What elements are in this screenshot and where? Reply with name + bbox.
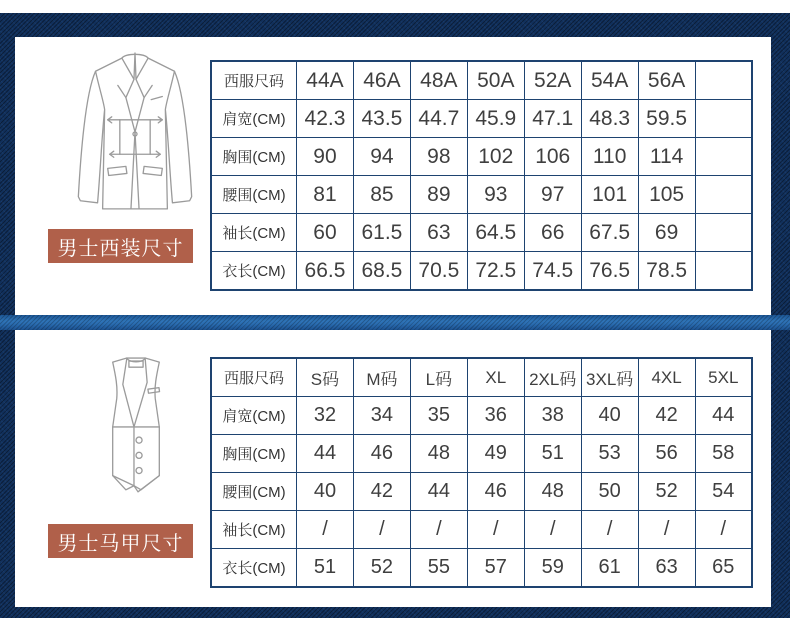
suit-jacket-icon	[57, 49, 213, 221]
size-value-cell: 66.5	[297, 252, 354, 291]
table-row	[211, 473, 752, 511]
size-value-cell: 43.5	[353, 100, 410, 138]
size-value-cell: 72.5	[467, 252, 524, 291]
size-value-cell: 68.5	[353, 252, 410, 291]
size-value-cell: /	[581, 511, 638, 549]
size-value-cell: 59.5	[638, 100, 695, 138]
size-value-cell: 51	[297, 549, 354, 588]
size-value-cell: /	[695, 511, 752, 549]
size-value-cell: 106	[524, 138, 581, 176]
size-value-cell: 50	[581, 473, 638, 511]
vest-section-label: 男士马甲尺寸	[48, 524, 193, 558]
size-value-cell: /	[353, 511, 410, 549]
size-value-cell: 38	[524, 397, 581, 435]
size-value-cell: 54	[695, 473, 752, 511]
size-value-cell: 64.5	[467, 214, 524, 252]
size-value-cell: 85	[353, 176, 410, 214]
measurement-label-cell: 肩宽(CM)	[211, 397, 297, 435]
size-header-cell: M码	[353, 358, 410, 397]
table-row	[211, 252, 752, 291]
size-value-cell: 52	[353, 549, 410, 588]
measurement-label-cell: 衣长(CM)	[211, 549, 297, 588]
measurement-label-cell: 胸围(CM)	[211, 138, 297, 176]
size-value-cell: 78.5	[638, 252, 695, 291]
measurement-label-cell: 肩宽(CM)	[211, 100, 297, 138]
size-header-cell: L码	[410, 358, 467, 397]
size-value-cell: 35	[410, 397, 467, 435]
size-value-cell: 93	[467, 176, 524, 214]
size-value-cell: 60	[297, 214, 354, 252]
size-header-cell: 44A	[297, 61, 354, 100]
size-value-cell: 45.9	[467, 100, 524, 138]
table-row	[211, 435, 752, 473]
size-value-cell: 81	[297, 176, 354, 214]
suit-size-panel	[15, 37, 771, 315]
size-value-cell: 58	[695, 435, 752, 473]
size-value-cell: 57	[467, 549, 524, 588]
size-value-cell: 110	[581, 138, 638, 176]
suit-section-label: 男士西装尺寸	[48, 229, 193, 263]
size-value-cell: /	[524, 511, 581, 549]
measurement-label-cell: 衣长(CM)	[211, 252, 297, 291]
size-header-cell: 3XL码	[581, 358, 638, 397]
vest-size-table	[210, 357, 753, 588]
vest-icon	[67, 354, 205, 506]
size-header-cell: 56A	[638, 61, 695, 100]
table-header-row	[211, 61, 752, 100]
size-value-cell: 63	[638, 549, 695, 588]
size-value-cell: 76.5	[581, 252, 638, 291]
size-value-cell: 69	[638, 214, 695, 252]
measurement-label-cell: 腰围(CM)	[211, 473, 297, 511]
table-row	[211, 176, 752, 214]
size-value-cell: 89	[410, 176, 467, 214]
size-value-cell	[695, 138, 752, 176]
size-value-cell: 59	[524, 549, 581, 588]
size-value-cell: 53	[581, 435, 638, 473]
size-value-cell: 90	[297, 138, 354, 176]
size-value-cell: 32	[297, 397, 354, 435]
size-value-cell: 40	[581, 397, 638, 435]
size-value-cell	[695, 176, 752, 214]
table-row	[211, 511, 752, 549]
table-row	[211, 214, 752, 252]
size-value-cell: 42	[638, 397, 695, 435]
size-value-cell: 66	[524, 214, 581, 252]
size-value-cell: 49	[467, 435, 524, 473]
size-value-cell: 40	[297, 473, 354, 511]
size-header-cell	[695, 61, 752, 100]
table-row	[211, 549, 752, 588]
size-value-cell: 52	[638, 473, 695, 511]
size-value-cell: /	[467, 511, 524, 549]
size-value-cell: 47.1	[524, 100, 581, 138]
size-header-cell: 52A	[524, 61, 581, 100]
table-header-row	[211, 358, 752, 397]
size-value-cell: 65	[695, 549, 752, 588]
size-value-cell: 44.7	[410, 100, 467, 138]
size-value-cell: 97	[524, 176, 581, 214]
size-value-cell: /	[297, 511, 354, 549]
suit-size-table	[210, 60, 753, 291]
size-value-cell: 48	[410, 435, 467, 473]
measurement-label-cell: 胸围(CM)	[211, 435, 297, 473]
size-value-cell: 61.5	[353, 214, 410, 252]
size-value-cell: 48.3	[581, 100, 638, 138]
table-row	[211, 397, 752, 435]
size-value-cell: 74.5	[524, 252, 581, 291]
size-header-cell: 50A	[467, 61, 524, 100]
size-value-cell: 44	[695, 397, 752, 435]
measurement-label-cell: 袖长(CM)	[211, 214, 297, 252]
suit-jacket-illustration	[57, 49, 213, 221]
size-value-cell: 56	[638, 435, 695, 473]
table-row	[211, 100, 752, 138]
size-value-cell: 114	[638, 138, 695, 176]
size-value-cell: 101	[581, 176, 638, 214]
measurement-label-cell: 腰围(CM)	[211, 176, 297, 214]
vest-illustration	[67, 354, 205, 506]
corner-header-cell: 西服尺码	[211, 358, 297, 397]
size-value-cell: 51	[524, 435, 581, 473]
size-value-cell: 44	[410, 473, 467, 511]
size-value-cell	[695, 214, 752, 252]
size-header-cell: 2XL码	[524, 358, 581, 397]
size-value-cell: 46	[467, 473, 524, 511]
size-header-cell: 46A	[353, 61, 410, 100]
size-value-cell: 42.3	[297, 100, 354, 138]
size-value-cell: /	[410, 511, 467, 549]
size-value-cell: 55	[410, 549, 467, 588]
size-value-cell: 67.5	[581, 214, 638, 252]
size-value-cell: 70.5	[410, 252, 467, 291]
size-value-cell: 61	[581, 549, 638, 588]
size-value-cell: 94	[353, 138, 410, 176]
size-value-cell: 44	[297, 435, 354, 473]
size-header-cell: 5XL	[695, 358, 752, 397]
size-header-cell: S码	[297, 358, 354, 397]
size-value-cell: /	[638, 511, 695, 549]
size-value-cell: 63	[410, 214, 467, 252]
size-header-cell: 48A	[410, 61, 467, 100]
size-value-cell: 105	[638, 176, 695, 214]
corner-header-cell: 西服尺码	[211, 61, 297, 100]
size-value-cell	[695, 252, 752, 291]
size-header-cell: XL	[467, 358, 524, 397]
size-value-cell: 34	[353, 397, 410, 435]
size-value-cell	[695, 100, 752, 138]
size-value-cell: 102	[467, 138, 524, 176]
measurement-label-cell: 袖长(CM)	[211, 511, 297, 549]
separator-band	[0, 315, 790, 330]
size-value-cell: 98	[410, 138, 467, 176]
size-header-cell: 54A	[581, 61, 638, 100]
size-value-cell: 36	[467, 397, 524, 435]
size-value-cell: 42	[353, 473, 410, 511]
size-value-cell: 48	[524, 473, 581, 511]
vest-size-panel	[15, 330, 771, 607]
table-row	[211, 138, 752, 176]
size-header-cell: 4XL	[638, 358, 695, 397]
size-value-cell: 46	[353, 435, 410, 473]
